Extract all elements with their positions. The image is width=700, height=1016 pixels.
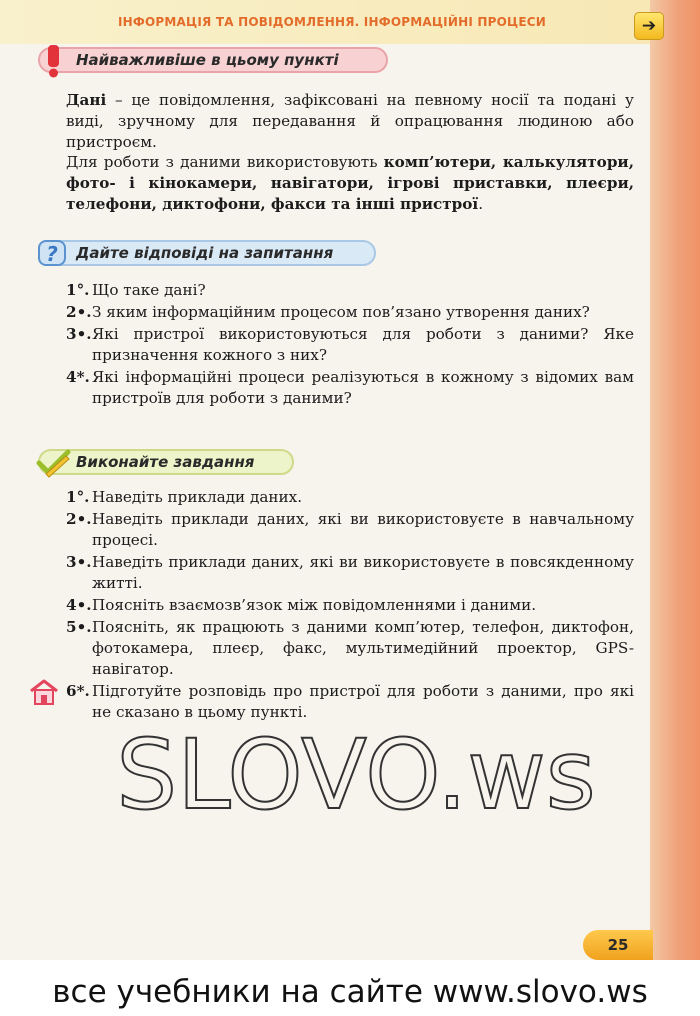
list-item <box>66 324 634 366</box>
next-page-button[interactable] <box>634 12 664 40</box>
devices-end: . <box>478 195 484 213</box>
definition-text: – це повідомлення, зафіксовані на певному носії та подані у виді, зручному для передавання й опрацювання людиною або пристроєм. <box>66 91 634 151</box>
item-text: Наведіть приклади даних, які ви використовуєте в повсякденному житті. <box>92 553 634 592</box>
section-heading-questions <box>38 240 376 266</box>
item-number: 4•. <box>66 596 92 614</box>
list-item <box>66 509 634 551</box>
questions-list <box>66 280 634 410</box>
list-item <box>66 617 634 680</box>
item-number: 3•. <box>66 553 92 571</box>
question-icon <box>36 236 72 272</box>
item-number: 2•. <box>66 510 92 528</box>
page-number-badge <box>583 930 653 960</box>
section-heading-main-label: Найважливіше в цьому пункті <box>76 51 339 69</box>
page-number: 25 <box>607 936 629 954</box>
item-number: 2•. <box>66 303 92 321</box>
item-text: З яким інформаційним процесом пов’язано утворення даних? <box>92 303 590 321</box>
page-header <box>0 0 650 44</box>
item-number: 1°. <box>66 488 90 506</box>
item-number: 4*. <box>66 368 90 386</box>
section-heading-questions-label: Дайте відповіді на запитання <box>76 244 334 262</box>
item-text: Що таке дані? <box>92 281 206 299</box>
devices-paragraph <box>66 152 634 215</box>
watermark <box>76 722 636 822</box>
item-text: Наведіть приклади даних, які ви використовуєте в навчальному процесі. <box>92 510 634 549</box>
section-heading-tasks <box>38 449 294 475</box>
item-number: 5•. <box>66 618 92 636</box>
tasks-list <box>66 487 634 724</box>
list-item <box>66 487 634 508</box>
section-heading-main <box>38 47 388 73</box>
item-text: Підготуйте розповідь про пристрої для роботи з даними, про які не сказано в цьому пункті. <box>92 682 634 721</box>
list-item <box>66 367 634 409</box>
item-text: Які пристрої використовуються для роботи з даними? Яке призначення кожного з них? <box>92 325 634 364</box>
item-number: 3•. <box>66 325 92 343</box>
item-text: Наведіть приклади даних. <box>92 488 303 506</box>
pencil-check-icon <box>36 445 72 481</box>
definition-term: Дані <box>66 91 107 109</box>
devices-list: комп’ютери, калькулятори, фото- і кінокамери, навігатори, ігрові приставки, плеєри, телефони, диктофони, факси та інші пристрої <box>66 153 634 213</box>
site-footer <box>0 968 700 1016</box>
section-heading-tasks-label: Виконайте завдання <box>76 453 255 471</box>
arrow-right-icon: ➔ <box>641 16 657 36</box>
definition-paragraph <box>66 90 634 153</box>
item-number: 1°. <box>66 281 90 299</box>
devices-intro: Для роботи з даними використовують <box>66 153 384 171</box>
list-item <box>66 552 634 594</box>
watermark-text: SLOVO.ws <box>116 722 596 822</box>
list-item <box>66 681 634 723</box>
house-icon <box>28 678 60 706</box>
exclamation-icon <box>36 43 72 79</box>
footer-text: все учебники на сайте www.slovo.ws <box>52 974 648 1010</box>
item-text: Поясніть взаємозв’язок між повідомленнями і даними. <box>92 596 537 614</box>
page-edge-band <box>650 0 700 960</box>
chapter-title: ІНФОРМАЦІЯ ТА ПОВІДОМЛЕННЯ. ІНФОРМАЦІЙНІ ПРОЦЕСИ <box>118 15 546 29</box>
item-number: 6*. <box>66 682 90 700</box>
list-item <box>66 595 634 616</box>
list-item <box>66 302 634 323</box>
item-text: Поясніть, як працюють з даними комп’ютер, телефон, диктофон, фотокамера, плеєр, факс, мультимедійний проектор, GPS-навігатор. <box>92 618 634 678</box>
item-text: Які інформаційні процеси реалізуються в кожному з відомих вам пристроїв для роботи з даними? <box>92 368 634 407</box>
list-item <box>66 280 634 301</box>
svg-text:?: ? <box>46 242 58 266</box>
